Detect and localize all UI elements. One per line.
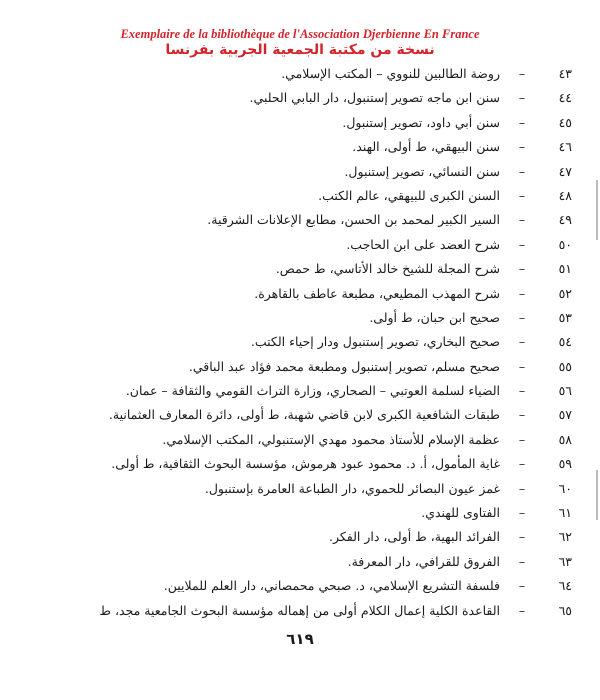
entry-dash: – xyxy=(518,187,526,203)
entry-dash: – xyxy=(518,212,526,228)
page-number: ٦١٩ xyxy=(286,630,314,648)
entry-text: طبقات الشافعية الكبرى لابن قاضي شهبة، ط أولى، دائرة المعارف العثمانية. xyxy=(108,407,500,423)
bibliography-entry xyxy=(0,525,600,549)
bibliography-entry xyxy=(0,599,600,623)
entry-text: صحيح مسلم، تصوير إستنبول ومطبعة محمد فؤاد عبد الباقي. xyxy=(188,358,500,374)
bibliography-entry xyxy=(0,135,600,159)
scan-margin-mark xyxy=(596,180,598,240)
library-watermark-arabic: نسخة من مكتبة الجمعية الجربية بفرنسا xyxy=(165,42,435,58)
bibliography-entry xyxy=(0,379,600,403)
entry-dash: – xyxy=(518,261,526,277)
entry-dash: – xyxy=(518,285,526,301)
entry-dash: – xyxy=(518,578,526,594)
bibliography-entry xyxy=(0,233,600,257)
bibliography-entry xyxy=(0,477,600,501)
entry-text: الضياء لسلمة العوتبي – الصحاري، وزارة التراث القومي والثقافة – عمان. xyxy=(125,383,500,399)
entry-dash: – xyxy=(518,553,526,569)
entry-text: عظمة الإسلام للأستاذ محمود مهدي الإستنبولي، المكتب الإسلامي. xyxy=(162,431,500,447)
entry-dash: – xyxy=(518,358,526,374)
bibliography-entry xyxy=(0,257,600,281)
entry-text: صحيح ابن حبان، ط أولى. xyxy=(369,309,500,325)
entry-number: ٤٦ xyxy=(558,139,572,155)
entry-dash: – xyxy=(518,529,526,545)
entry-number: ٥٠ xyxy=(558,236,572,252)
entry-number: ٦١ xyxy=(558,505,572,521)
entry-number: ٥١ xyxy=(558,261,572,277)
bibliography-entry xyxy=(0,62,600,86)
entry-dash: – xyxy=(518,66,526,81)
entry-text: سنن النسائي، تصوير إستنبول. xyxy=(344,163,500,179)
entry-text: غاية المأمول، أ. د. محمود عبود هرموش، مؤسسة البحوث الثقافية، ط أولى. xyxy=(111,456,500,472)
entry-number: ٥٧ xyxy=(558,407,572,423)
entry-number: ٦٠ xyxy=(558,480,572,496)
entry-number: ٥٨ xyxy=(558,431,572,447)
entry-text: السير الكبير لمحمد بن الحسن، مطابع الإعلانات الشرقية. xyxy=(207,212,500,228)
bibliography-entry xyxy=(0,355,600,379)
bibliography-entry xyxy=(0,452,600,476)
entry-number: ٤٩ xyxy=(558,212,572,228)
entry-text: السنن الكبرى للبيهقي، عالم الكتب. xyxy=(318,187,500,203)
entry-text: سنن أبي داود، تصوير إستنبول. xyxy=(342,114,500,130)
entry-text: شرح المهذب المطيعي، مطبعة عاطف بالقاهرة. xyxy=(254,285,500,301)
bibliography-entry xyxy=(0,574,600,598)
entry-dash: – xyxy=(518,90,526,106)
bibliography-entry xyxy=(0,208,600,232)
bibliography-entry xyxy=(0,501,600,525)
entry-text: فلسفة التشريع الإسلامي، د. صبحي محمصاني، دار العلم للملايين. xyxy=(163,578,500,594)
scan-margin-mark xyxy=(596,470,598,520)
entry-number: ٤٨ xyxy=(558,187,572,203)
entry-number: ٥٦ xyxy=(558,383,572,399)
entry-number: ٥٢ xyxy=(558,285,572,301)
entry-number: ٤٧ xyxy=(558,163,572,179)
entry-number: ٥٣ xyxy=(558,309,572,325)
entry-text: سنن ابن ماجه تصوير إستنبول، دار البابي الحلبي. xyxy=(249,90,500,106)
entry-text: شرح العضد على ابن الحاجب. xyxy=(346,236,500,252)
entry-number: ٦٥ xyxy=(558,602,572,618)
entry-dash: – xyxy=(518,236,526,252)
entry-text: غمز عيون البصائر للحموي، دار الطباعة العامرة بإستنبول. xyxy=(204,480,500,496)
entry-dash: – xyxy=(518,505,526,521)
bibliography-entry xyxy=(0,160,600,184)
entry-dash: – xyxy=(518,114,526,130)
bibliography-entry xyxy=(0,403,600,427)
entry-dash: – xyxy=(518,456,526,472)
entry-text: الفروق للقرافي، دار المعرفة. xyxy=(347,553,500,569)
entry-dash: – xyxy=(518,480,526,496)
entry-dash: – xyxy=(518,383,526,399)
bibliography-entry xyxy=(0,86,600,110)
entry-dash: – xyxy=(518,602,526,618)
entry-text: صحيح البخاري، تصوير إستنبول ودار إحياء الكتب. xyxy=(250,334,500,350)
bibliography-entry xyxy=(0,330,600,354)
entry-text: شرح المجلة للشيخ خالد الأتاسي، ط حمص. xyxy=(275,261,500,277)
entry-number: ٥٤ xyxy=(558,334,572,350)
bibliography-entry xyxy=(0,111,600,135)
entry-dash: – xyxy=(518,139,526,155)
bibliography-entry xyxy=(0,428,600,452)
entry-number: ٥٥ xyxy=(558,358,572,374)
entry-number: ٦٣ xyxy=(558,553,572,569)
bibliography-entry xyxy=(0,282,600,306)
entry-dash: – xyxy=(518,407,526,423)
entry-number: ٤٥ xyxy=(558,114,572,130)
entry-text: الفتاوى للهندي. xyxy=(421,505,500,521)
entry-number: ٤٤ xyxy=(558,90,572,106)
entry-text: القاعدة الكلية إعمال الكلام أولى من إهماله مؤسسة البحوث الجامعية مجد، ط xyxy=(99,602,500,618)
entry-number: ٥٩ xyxy=(558,456,572,472)
bibliography-entry xyxy=(0,184,600,208)
bibliography-entry xyxy=(0,550,600,574)
entry-text: روضة الطالبين للنووي – المكتب الإسلامي. xyxy=(281,66,500,81)
entry-dash: – xyxy=(518,334,526,350)
library-watermark-french: Exemplaire de la bibliothèque de l'Association Djerbienne En France xyxy=(120,27,480,41)
entry-text: الفرائد البهية، ط أولى، دار الفكر. xyxy=(329,529,500,545)
entry-dash: – xyxy=(518,431,526,447)
bibliography-entry xyxy=(0,306,600,330)
entry-number: ٤٣ xyxy=(558,66,572,81)
entry-dash: – xyxy=(518,309,526,325)
bibliography-list xyxy=(0,62,600,623)
entry-number: ٦٤ xyxy=(558,578,572,594)
entry-number: ٦٢ xyxy=(558,529,572,545)
entry-text: سنن البيهقي، ط أولى، الهند. xyxy=(352,139,500,155)
entry-dash: – xyxy=(518,163,526,179)
